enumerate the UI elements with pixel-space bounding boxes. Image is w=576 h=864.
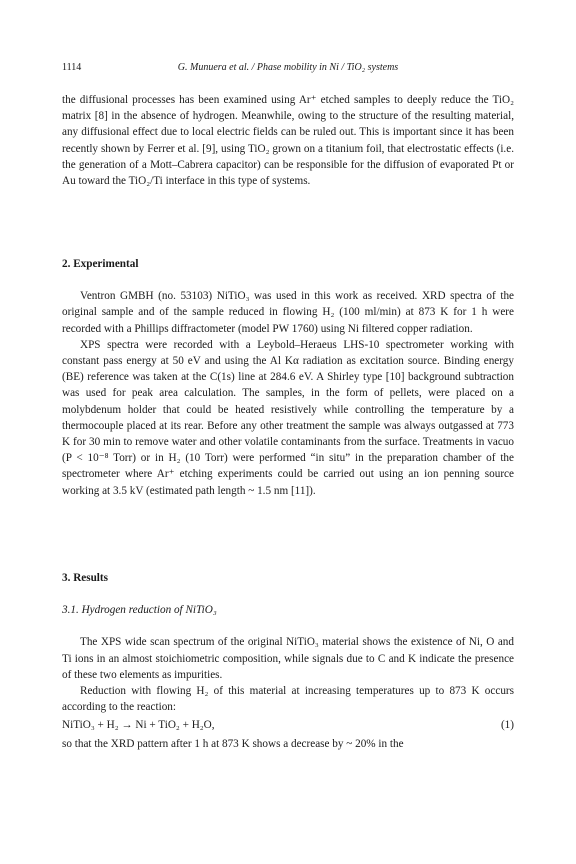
running-title: G. Munuera et al. / Phase mobility in Ni / TiO₂ systems — [177, 62, 399, 73]
results-subheading: 3.1. Hydrogen reduction of NiTiO₃ — [62, 604, 217, 617]
equation-text: NiTiO₃ + H₂ → Ni + TiO₂ + H₂O, — [62, 719, 215, 732]
page-header — [62, 62, 514, 76]
results-section — [62, 570, 514, 752]
experimental-heading: 2. Experimental — [62, 258, 139, 270]
intro-paragraph: the diffusional processes has been examined using Ar⁺ etched samples to deeply reduce the TiO₂ matrix [8] in the absence of hydrogen. Meanwhile, owing to the structure of the resulting material, any diffusional effect due to local electric fields can be ruled out. This is important since it has been recently shown by Ferrer et al. [9], using TiO₂ grown on a titanium foil, that electrostatic effects (i.e. the generation of a Mott–Cabrera capacitor) can be responsible for the diffusion of evaporated Pt or Au toward the TiO₂/Ti interface in this type of systems. — [62, 94, 514, 188]
experimental-paragraph-2: XPS spectra were recorded with a Leybold–Heraeus LHS-10 spectrometer working with constant pass energy at 50 eV and using the Al Kα radiation as excitation source. Binding energy (BE) reference was taken at the C(1s) line at 284.6 eV. A Shirley type [10] background subtraction was used for peak area calculation. The samples, in the form of pellets, were placed on a molybdenum holder that could be heated resistively while controlling the temperature by a thermocouple placed at its rear. Before any other treatment the sample was always outgassed at 773 K for 30 min to remove water and other volatile contaminants from the surface. Treatments in vacuo (P < 10⁻⁸ Torr) or in H₂ (10 Torr) were performed “in situ” in the preparation chamber of the spectrometer where Ar⁺ etching experiments could be carried out using an ion penning source working at 3.5 kV (estimated path length ~ 1.5 nm [11]). — [62, 338, 514, 497]
experimental-section — [62, 256, 514, 499]
results-heading: 3. Results — [62, 572, 108, 584]
equation-number: (1) — [500, 719, 514, 732]
reaction-equation — [62, 717, 514, 733]
results-paragraph-1: The XPS wide scan spectrum of the original NiTiO₃ material shows the existence of Ni, O and Ti ions in an almost stoichiometric composition, while signals due to C and K indicate the presence of these two elements as impurities. — [62, 636, 514, 681]
results-paragraph-2: Reduction with flowing H₂ of this material at increasing temperatures up to 873 K occurs according to the reaction: — [62, 685, 514, 714]
results-closing-line: so that the XRD pattern after 1 h at 873 K shows a decrease by ~ 20% in the — [62, 737, 404, 750]
experimental-paragraph-1: Ventron GMBH (no. 53103) NiTiO₃ was used in this work as received. XRD spectra of the original sample and of the sample reduced in flowing H₂ (100 ml/min) at 873 K for 1 h were recorded with a Phillips diffractometer (model PW 1760) using Ni filtered copper radiation. — [62, 290, 514, 335]
page-number: 1114 — [62, 62, 82, 73]
intro-block — [62, 92, 514, 189]
